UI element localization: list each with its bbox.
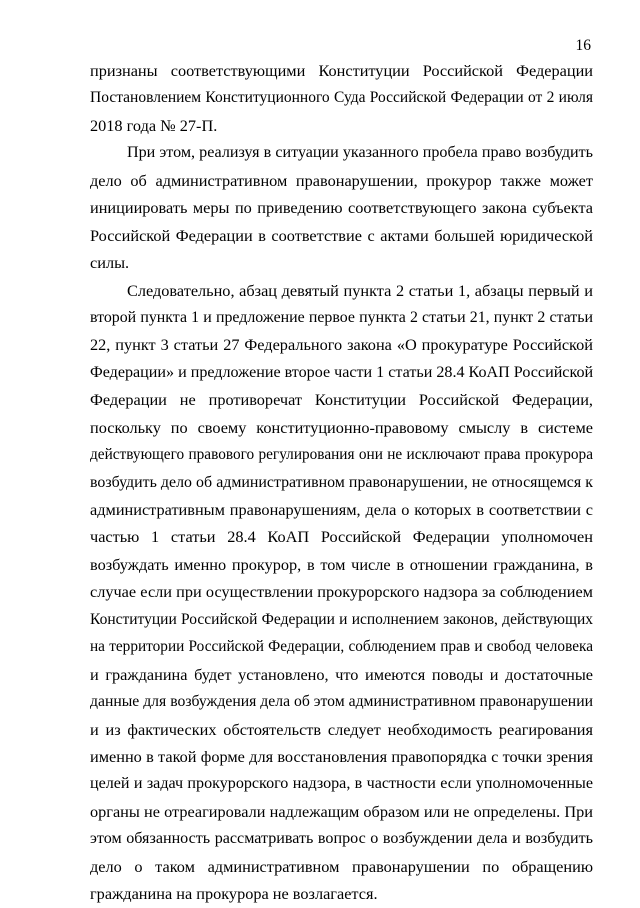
text-line: признаны соответствующими Конституции Российской Федерации bbox=[90, 61, 593, 80]
text-line: Следовательно, абзац девятый пункта 2 статьи 1, абзацы первый и bbox=[127, 280, 593, 300]
text-line: и гражданина будет установлено, что имеются поводы и достаточные bbox=[90, 664, 593, 684]
text-line: на территории Российской Федерации, соблюдением прав и свобод человека bbox=[90, 638, 593, 656]
text-line: возбудить дело об административном правонарушении, не относящемся к bbox=[90, 473, 593, 491]
page-number: 16 bbox=[575, 37, 591, 54]
text-line: 22, пункт 3 статьи 27 Федерального закона «О прокуратуре Российской bbox=[90, 335, 593, 355]
text-line: этом обязанность рассматривать вопрос о возбуждении дела и возбудить bbox=[90, 830, 593, 848]
text-line: дело об административном правонарушении, прокурор также может bbox=[90, 170, 593, 190]
text-line: случае если при осуществлении прокурорского надзора за соблюдением bbox=[90, 582, 593, 602]
text-line: силы. bbox=[90, 253, 130, 273]
text-line: гражданина на прокурора не возлагается. bbox=[90, 884, 378, 904]
text-line: данные для возбуждения дела об этом административном правонарушении bbox=[90, 693, 593, 711]
text-line: поскольку по своему конституционно-правовому смыслу в системе bbox=[90, 417, 593, 437]
text-line: административным правонарушениям, дела о которых в соответствии с bbox=[90, 500, 593, 519]
text-line: Федерации» и предложение второе части 1 статьи 28.4 КоАП Российской bbox=[90, 363, 594, 381]
text-line: частью 1 статьи 28.4 КоАП Российской Федерации уполномочен bbox=[90, 527, 593, 547]
text-line: Постановлением Конституционного Суда Российской Федерации от 2 июля bbox=[90, 89, 593, 107]
text-line: При этом, реализуя в ситуации указанного пробела право возбудить bbox=[127, 144, 593, 162]
text-line: 2018 года № 27-П. bbox=[90, 115, 218, 135]
text-line: целей и задач прокурорского надзора, в частности если уполномоченные bbox=[90, 775, 593, 793]
document-body bbox=[90, 57, 593, 908]
text-line: органы не отреагировали надлежащим образом или не определены. При bbox=[90, 801, 593, 821]
text-line: и из фактических обстоятельств следует необходимость реагирования bbox=[90, 719, 593, 739]
text-line: возбуждать именно прокурор, в том числе в отношении гражданина, в bbox=[90, 554, 593, 574]
text-line: действующего правового регулирования они не исключают права прокурора bbox=[90, 446, 593, 464]
text-line: именно в такой форме для восстановления правопорядка с точки зрения bbox=[90, 746, 593, 766]
text-line: Конституции Российской Федерации и исполнением законов, действующих bbox=[90, 610, 593, 628]
text-line: Российской Федерации в соответствие с актами большей юридической bbox=[90, 225, 593, 245]
text-line: инициировать меры по приведению соответствующего закона субъекта bbox=[90, 198, 593, 218]
text-line: второй пункта 1 и предложение первое пункта 2 статьи 21, пункт 2 статьи bbox=[90, 308, 593, 326]
text-line: Федерации не противоречат Конституции Российской Федерации, bbox=[90, 390, 593, 410]
text-line: дело о таком административном правонарушении по обращению bbox=[90, 856, 593, 876]
